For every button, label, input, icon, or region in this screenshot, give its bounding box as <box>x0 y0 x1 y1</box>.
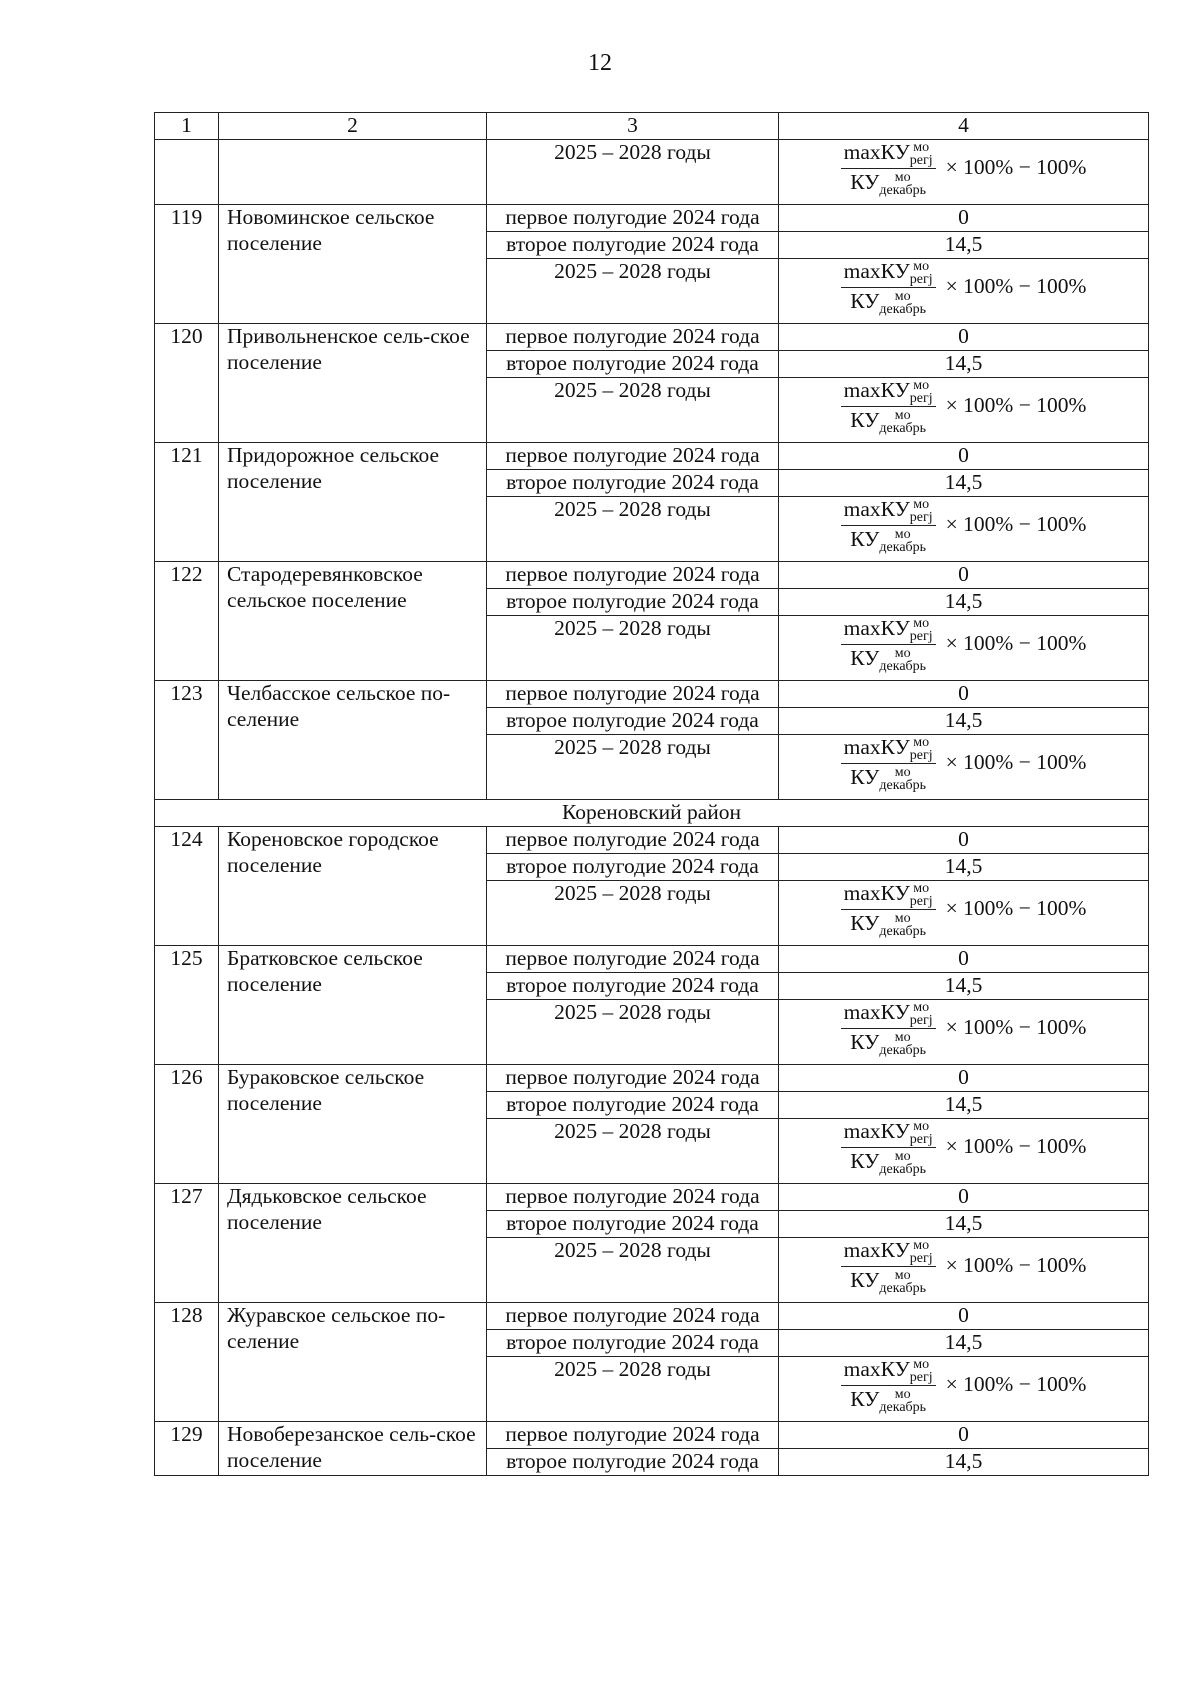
formula-denominator <box>847 1029 929 1057</box>
formula-cell <box>779 1118 1149 1183</box>
period-cell: первое полугодие 2024 года <box>487 826 779 853</box>
formula-den-sub: декабрь <box>879 658 927 674</box>
formula-num-sup: мо <box>913 377 930 393</box>
period-cell: второе полугодие 2024 года <box>487 350 779 377</box>
formula-numerator <box>841 1357 936 1386</box>
formula-cell <box>779 615 1149 680</box>
value-cell: 0 <box>779 826 1149 853</box>
period-cell: второе полугодие 2024 года <box>487 853 779 880</box>
table-row <box>155 945 1149 972</box>
formula-fraction <box>841 1000 936 1057</box>
period-cell: первое полугодие 2024 года <box>487 1183 779 1210</box>
table-row <box>155 323 1149 350</box>
formula-num-sup: мо <box>913 999 930 1015</box>
growth-formula <box>841 1000 1087 1057</box>
formula-num-sup: мо <box>913 615 930 631</box>
formula-cell <box>779 377 1149 442</box>
formula-tail: × 100% − 100% <box>945 1015 1087 1040</box>
period-cell: 2025 – 2028 годы <box>487 496 779 561</box>
formula-tail: × 100% − 100% <box>945 274 1087 299</box>
row-number-cell: 119 <box>155 204 219 323</box>
formula-tail: × 100% − 100% <box>945 1253 1087 1278</box>
row-number-cell: 127 <box>155 1183 219 1302</box>
period-cell: первое полугодие 2024 года <box>487 1421 779 1448</box>
growth-formula <box>841 1238 1087 1295</box>
period-cell: второе полугодие 2024 года <box>487 1329 779 1356</box>
row-number-cell <box>155 139 219 204</box>
formula-den-base: КУ <box>850 1386 880 1411</box>
formula-num-base: maxКУ <box>843 496 910 521</box>
value-cell: 14,5 <box>779 707 1149 734</box>
growth-formula <box>841 1119 1087 1176</box>
value-cell: 0 <box>779 442 1149 469</box>
period-cell: 2025 – 2028 годы <box>487 1237 779 1302</box>
growth-formula <box>841 1357 1087 1414</box>
formula-den-indices <box>879 1388 926 1414</box>
formula-num-sub: регj <box>909 747 933 763</box>
formula-num-indices <box>910 379 933 405</box>
period-cell: 2025 – 2028 годы <box>487 1118 779 1183</box>
period-cell: второе полугодие 2024 года <box>487 1210 779 1237</box>
table-row <box>155 139 1149 204</box>
formula-num-base: maxКУ <box>843 880 910 905</box>
period-cell: 2025 – 2028 годы <box>487 139 779 204</box>
row-number-cell: 121 <box>155 442 219 561</box>
formula-denominator <box>847 1386 929 1414</box>
formula-den-sup: мо <box>894 407 911 423</box>
growth-formula <box>841 735 1087 792</box>
formula-den-sub: декабрь <box>879 182 927 198</box>
formula-den-indices <box>879 1150 926 1176</box>
formula-num-base: maxКУ <box>843 734 910 759</box>
formula-denominator <box>847 407 929 435</box>
formula-fraction <box>841 1357 936 1414</box>
formula-numerator <box>841 140 936 169</box>
period-cell: 2025 – 2028 годы <box>487 734 779 799</box>
value-cell: 0 <box>779 323 1149 350</box>
formula-den-sub: декабрь <box>879 1280 927 1296</box>
value-cell: 14,5 <box>779 1329 1149 1356</box>
formula-den-base: КУ <box>850 645 880 670</box>
formula-den-base: КУ <box>850 169 880 194</box>
value-cell: 14,5 <box>779 1210 1149 1237</box>
formula-numerator <box>841 497 936 526</box>
period-cell: первое полугодие 2024 года <box>487 442 779 469</box>
row-number-cell: 125 <box>155 945 219 1064</box>
formula-num-base: maxКУ <box>843 377 910 402</box>
formula-tail: × 100% − 100% <box>945 1134 1087 1159</box>
formula-fraction <box>841 140 936 197</box>
growth-formula <box>841 497 1087 554</box>
formula-den-base: КУ <box>850 407 880 432</box>
formula-num-sub: регj <box>909 1369 933 1385</box>
settlement-name-cell <box>219 139 487 204</box>
settlement-name-cell: Братковское сельское поселение <box>219 945 487 1064</box>
value-cell: 14,5 <box>779 350 1149 377</box>
formula-den-sup: мо <box>894 910 911 926</box>
formula-numerator <box>841 1119 936 1148</box>
formula-den-sup: мо <box>894 1029 911 1045</box>
formula-num-indices <box>910 882 933 908</box>
formula-den-sub: декабрь <box>879 1399 927 1415</box>
table-row <box>155 1421 1149 1448</box>
formula-numerator <box>841 1238 936 1267</box>
period-cell: второе полугодие 2024 года <box>487 231 779 258</box>
settlement-name-cell: Журавское сельское по-селение <box>219 1302 487 1421</box>
formula-den-base: КУ <box>850 1029 880 1054</box>
value-cell: 14,5 <box>779 231 1149 258</box>
formula-den-base: КУ <box>850 1148 880 1173</box>
formula-cell <box>779 734 1149 799</box>
table-header-row <box>155 113 1149 140</box>
formula-num-sub: регj <box>909 628 933 644</box>
row-number-cell: 120 <box>155 323 219 442</box>
formula-num-sub: регj <box>909 509 933 525</box>
value-cell: 14,5 <box>779 1091 1149 1118</box>
formula-den-indices <box>879 912 926 938</box>
value-cell: 0 <box>779 1183 1149 1210</box>
period-cell: второе полугодие 2024 года <box>487 1448 779 1475</box>
value-cell: 14,5 <box>779 588 1149 615</box>
settlement-name-cell: Бураковское сельское поселение <box>219 1064 487 1183</box>
period-cell: первое полугодие 2024 года <box>487 945 779 972</box>
table-row <box>155 826 1149 853</box>
column-header: 3 <box>487 113 779 140</box>
value-cell: 0 <box>779 561 1149 588</box>
formula-tail: × 100% − 100% <box>945 393 1087 418</box>
formula-denominator <box>847 288 929 316</box>
formula-tail: × 100% − 100% <box>945 750 1087 775</box>
row-number-cell: 124 <box>155 826 219 945</box>
formula-den-indices <box>879 1269 926 1295</box>
formula-num-sub: регj <box>909 390 933 406</box>
period-cell: 2025 – 2028 годы <box>487 615 779 680</box>
column-header: 2 <box>219 113 487 140</box>
formula-tail: × 100% − 100% <box>945 631 1087 656</box>
value-cell: 0 <box>779 1064 1149 1091</box>
formula-den-sup: мо <box>894 764 911 780</box>
formula-num-sup: мо <box>913 880 930 896</box>
formula-num-base: maxКУ <box>843 615 910 640</box>
formula-den-sup: мо <box>894 1386 911 1402</box>
growth-formula <box>841 378 1087 435</box>
value-cell: 14,5 <box>779 1448 1149 1475</box>
period-cell: второе полугодие 2024 года <box>487 588 779 615</box>
settlement-name-cell: Стародеревянковское сельское поселение <box>219 561 487 680</box>
period-cell: 2025 – 2028 годы <box>487 999 779 1064</box>
period-cell: первое полугодие 2024 года <box>487 323 779 350</box>
period-cell: 2025 – 2028 годы <box>487 880 779 945</box>
formula-denominator <box>847 526 929 554</box>
formula-num-indices <box>910 260 933 286</box>
column-header: 4 <box>779 113 1149 140</box>
formula-numerator <box>841 259 936 288</box>
formula-denominator <box>847 1267 929 1295</box>
formula-num-indices <box>910 498 933 524</box>
formula-den-indices <box>879 409 926 435</box>
formula-num-indices <box>910 1239 933 1265</box>
value-cell: 0 <box>779 945 1149 972</box>
period-cell: 2025 – 2028 годы <box>487 258 779 323</box>
formula-num-base: maxКУ <box>843 258 910 283</box>
formula-fraction <box>841 378 936 435</box>
formula-den-base: КУ <box>850 764 880 789</box>
formula-num-base: maxКУ <box>843 1356 910 1381</box>
settlement-name-cell: Челбасское сельское по-селение <box>219 680 487 799</box>
period-cell: первое полугодие 2024 года <box>487 1302 779 1329</box>
formula-den-base: КУ <box>850 288 880 313</box>
column-header: 1 <box>155 113 219 140</box>
formula-numerator <box>841 1000 936 1029</box>
formula-cell <box>779 999 1149 1064</box>
formula-den-base: КУ <box>850 1267 880 1292</box>
formula-num-sub: регj <box>909 152 933 168</box>
growth-formula <box>841 881 1087 938</box>
formula-den-sup: мо <box>894 526 911 542</box>
formula-den-base: КУ <box>850 910 880 935</box>
settlement-name-cell: Дядьковское сельское поселение <box>219 1183 487 1302</box>
table-row <box>155 1302 1149 1329</box>
period-cell: второе полугодие 2024 года <box>487 707 779 734</box>
formula-num-base: maxКУ <box>843 1237 910 1262</box>
period-cell: 2025 – 2028 годы <box>487 377 779 442</box>
formula-num-indices <box>910 141 933 167</box>
formula-denominator <box>847 169 929 197</box>
formula-den-sub: декабрь <box>879 301 927 317</box>
period-cell: второе полугодие 2024 года <box>487 469 779 496</box>
value-cell: 14,5 <box>779 853 1149 880</box>
formula-num-base: maxКУ <box>843 1118 910 1143</box>
formula-tail: × 100% − 100% <box>945 512 1087 537</box>
growth-formula <box>841 259 1087 316</box>
formula-num-sup: мо <box>913 1118 930 1134</box>
formula-den-indices <box>879 647 926 673</box>
formula-den-sub: декабрь <box>879 923 927 939</box>
formula-num-indices <box>910 1358 933 1384</box>
formula-cell <box>779 258 1149 323</box>
formula-num-base: maxКУ <box>843 139 910 164</box>
formula-den-sup: мо <box>894 1267 911 1283</box>
formula-num-sup: мо <box>913 734 930 750</box>
formula-num-base: maxКУ <box>843 999 910 1024</box>
formula-den-sub: декабрь <box>879 1042 927 1058</box>
period-cell: первое полугодие 2024 года <box>487 204 779 231</box>
period-cell: первое полугодие 2024 года <box>487 680 779 707</box>
region-heading: Кореновский район <box>155 799 1149 826</box>
formula-cell <box>779 139 1149 204</box>
formula-den-indices <box>879 766 926 792</box>
value-cell: 0 <box>779 204 1149 231</box>
formula-den-sub: декабрь <box>879 420 927 436</box>
formula-fraction <box>841 1119 936 1176</box>
page-number: 12 <box>588 50 612 76</box>
row-number-cell: 129 <box>155 1421 219 1475</box>
formula-denominator <box>847 764 929 792</box>
formula-num-sub: регj <box>909 1131 933 1147</box>
formula-num-sub: регj <box>909 893 933 909</box>
row-number-cell: 123 <box>155 680 219 799</box>
value-cell: 14,5 <box>779 469 1149 496</box>
settlement-name-cell: Новоберезанское сель-ское поселение <box>219 1421 487 1475</box>
region-row <box>155 799 1149 826</box>
formula-num-indices <box>910 1001 933 1027</box>
formula-den-indices <box>879 1031 926 1057</box>
settlement-name-cell: Новоминское сельское поселение <box>219 204 487 323</box>
formula-cell <box>779 880 1149 945</box>
formula-den-base: КУ <box>850 526 880 551</box>
value-cell: 0 <box>779 1302 1149 1329</box>
formula-den-indices <box>879 528 926 554</box>
table-row <box>155 680 1149 707</box>
formula-num-sup: мо <box>913 258 930 274</box>
formula-num-sup: мо <box>913 496 930 512</box>
formula-num-sup: мо <box>913 1237 930 1253</box>
formula-num-indices <box>910 1120 933 1146</box>
growth-formula <box>841 616 1087 673</box>
formula-den-sub: декабрь <box>879 539 927 555</box>
formula-fraction <box>841 497 936 554</box>
table-row <box>155 561 1149 588</box>
formula-fraction <box>841 881 936 938</box>
settlement-name-cell: Кореновское городское поселение <box>219 826 487 945</box>
period-cell: первое полугодие 2024 года <box>487 561 779 588</box>
table-row <box>155 1064 1149 1091</box>
period-cell: второе полугодие 2024 года <box>487 1091 779 1118</box>
formula-denominator <box>847 645 929 673</box>
formula-tail: × 100% − 100% <box>945 896 1087 921</box>
settlements-table <box>154 112 1149 1476</box>
formula-denominator <box>847 1148 929 1176</box>
period-cell: 2025 – 2028 годы <box>487 1356 779 1421</box>
formula-den-sub: декабрь <box>879 777 927 793</box>
formula-den-sup: мо <box>894 169 911 185</box>
formula-den-sup: мо <box>894 288 911 304</box>
formula-den-sub: декабрь <box>879 1161 927 1177</box>
formula-numerator <box>841 378 936 407</box>
settlement-name-cell: Придорожное сельское поселение <box>219 442 487 561</box>
formula-num-sub: регj <box>909 1012 933 1028</box>
formula-den-indices <box>879 290 926 316</box>
row-number-cell: 122 <box>155 561 219 680</box>
formula-den-sup: мо <box>894 1148 911 1164</box>
period-cell: второе полугодие 2024 года <box>487 972 779 999</box>
formula-fraction <box>841 259 936 316</box>
formula-den-indices <box>879 171 926 197</box>
settlement-name-cell: Привольненское сель-ское поселение <box>219 323 487 442</box>
formula-num-sub: регj <box>909 1250 933 1266</box>
formula-denominator <box>847 910 929 938</box>
formula-fraction <box>841 616 936 673</box>
period-cell: первое полугодие 2024 года <box>487 1064 779 1091</box>
table-row <box>155 442 1149 469</box>
row-number-cell: 128 <box>155 1302 219 1421</box>
formula-num-indices <box>910 617 933 643</box>
formula-cell <box>779 1356 1149 1421</box>
growth-formula <box>841 140 1087 197</box>
formula-num-sub: регj <box>909 271 933 287</box>
formula-fraction <box>841 1238 936 1295</box>
row-number-cell: 126 <box>155 1064 219 1183</box>
formula-numerator <box>841 735 936 764</box>
value-cell: 0 <box>779 680 1149 707</box>
formula-num-sup: мо <box>913 1356 930 1372</box>
table-row <box>155 1183 1149 1210</box>
formula-num-indices <box>910 736 933 762</box>
table-row <box>155 204 1149 231</box>
formula-fraction <box>841 735 936 792</box>
formula-numerator <box>841 616 936 645</box>
formula-tail: × 100% − 100% <box>945 155 1087 180</box>
formula-den-sup: мо <box>894 645 911 661</box>
formula-cell <box>779 1237 1149 1302</box>
formula-num-sup: мо <box>913 139 930 155</box>
formula-tail: × 100% − 100% <box>945 1372 1087 1397</box>
value-cell: 14,5 <box>779 972 1149 999</box>
formula-numerator <box>841 881 936 910</box>
value-cell: 0 <box>779 1421 1149 1448</box>
formula-cell <box>779 496 1149 561</box>
